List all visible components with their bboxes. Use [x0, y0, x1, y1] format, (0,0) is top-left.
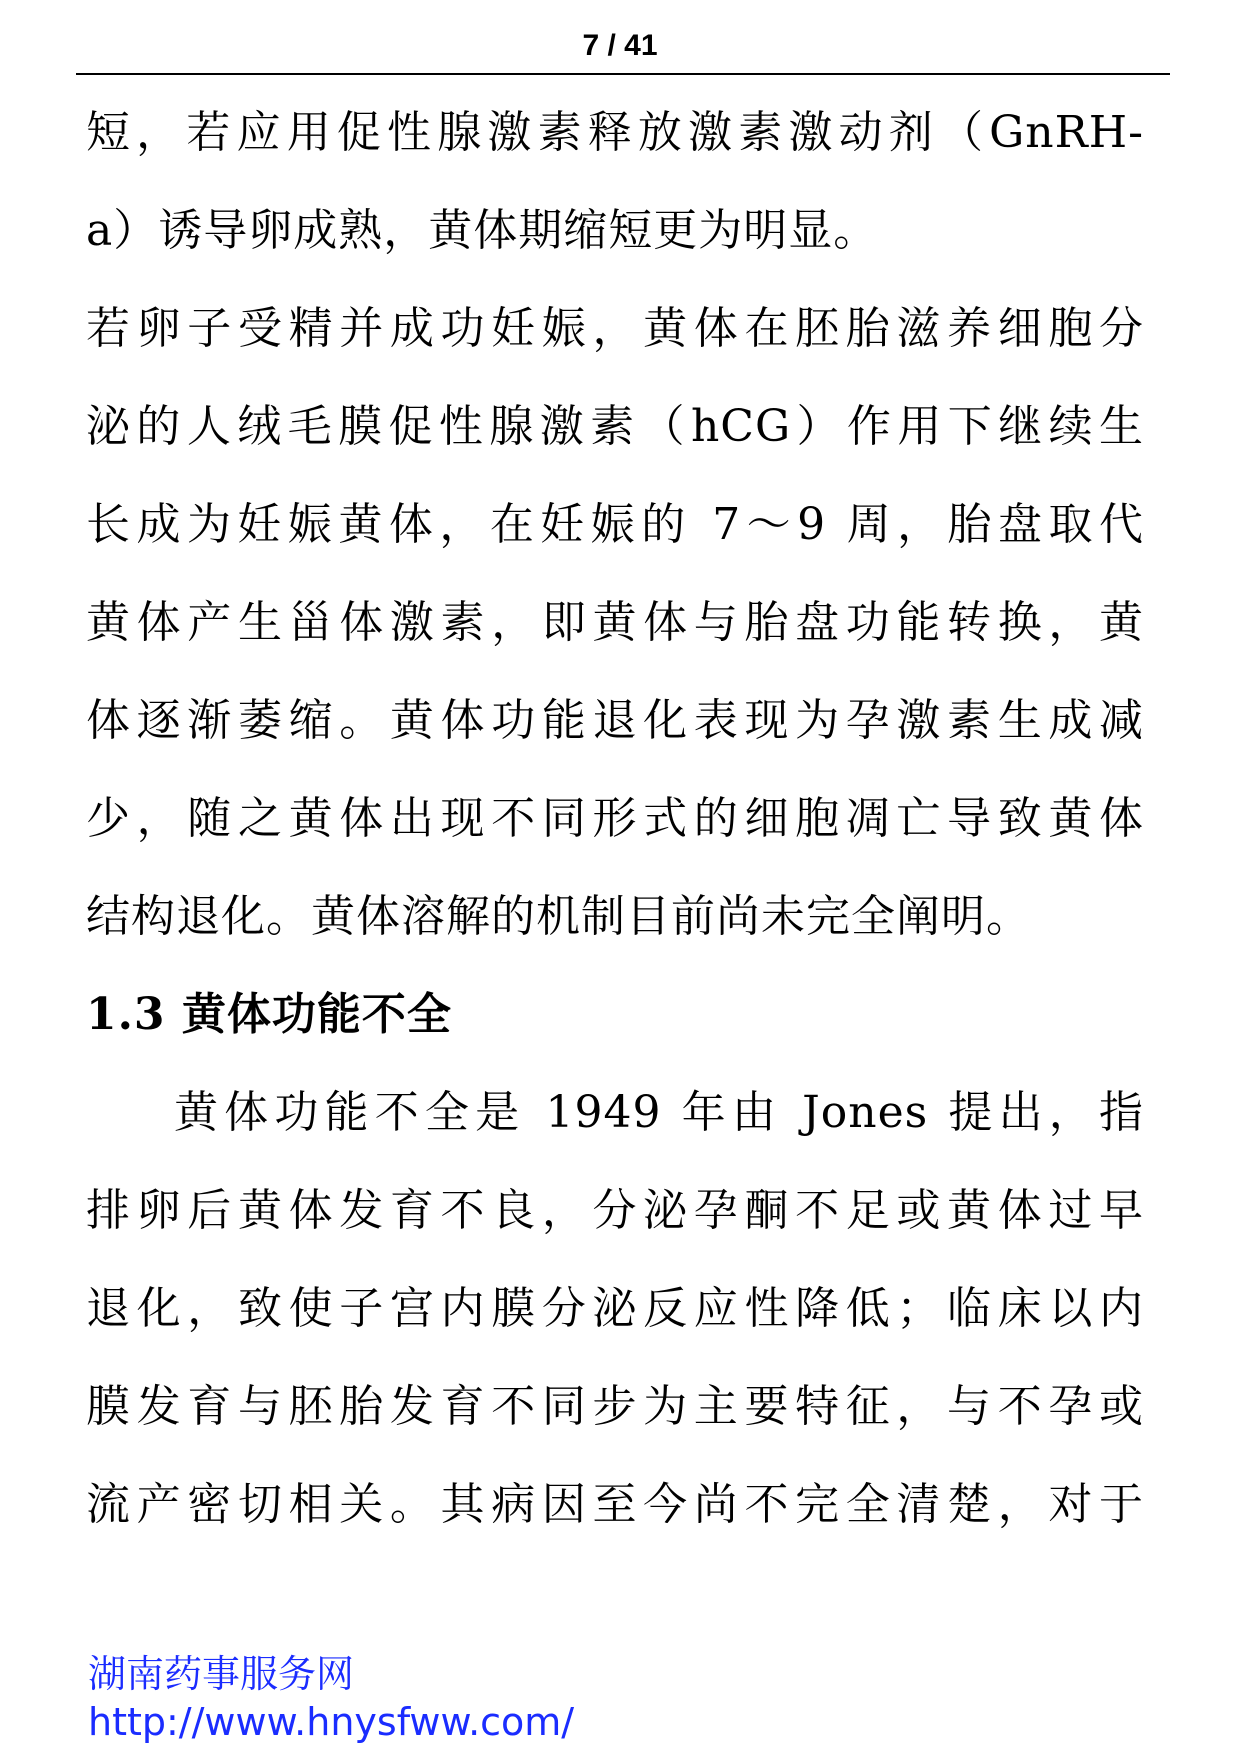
- footer-site-url[interactable]: http://www.hnysfww.com/: [88, 1700, 575, 1744]
- text-line-4: 泌的人绒毛膜促性腺激素（hCG）作用下继续生: [86, 401, 1144, 452]
- text-line-15: 流产密切相关。其病因至今尚不完全清楚，对于: [86, 1479, 1144, 1530]
- text-line-3: 若卵子受精并成功妊娠，黄体在胚胎滋养细胞分: [86, 303, 1144, 354]
- footer-site-name: 湖南药事服务网: [88, 1652, 355, 1696]
- text-line-6: 黄体产生甾体激素，即黄体与胎盘功能转换，黄: [86, 597, 1144, 648]
- text-line-13: 退化，致使子宫内膜分泌反应性降低；临床以内: [86, 1283, 1144, 1334]
- text-line-7: 体逐渐萎缩。黄体功能退化表现为孕激素生成减: [86, 695, 1144, 746]
- document-body: [86, 84, 1144, 1554]
- text-line-11: 黄体功能不全是 1949 年由 Jones 提出，指: [174, 1087, 1144, 1138]
- text-line-9: 结构退化。黄体溶解的机制目前尚未完全阐明。: [86, 891, 1031, 942]
- text-line-5: 长成为妊娠黄体，在妊娠的 7～9 周，胎盘取代: [86, 499, 1144, 550]
- page-number: 7 / 41: [582, 29, 658, 62]
- text-line-2: a）诱导卵成熟，黄体期缩短更为明显。: [86, 205, 879, 256]
- header-divider: [76, 73, 1170, 75]
- text-line-1: 短，若应用促性腺激素释放激素激动剂（GnRH-: [86, 107, 1144, 158]
- text-line-14: 膜发育与胚胎发育不同步为主要特征，与不孕或: [86, 1381, 1144, 1432]
- footer: [88, 1650, 574, 1746]
- section-heading: 1.3 黄体功能不全: [86, 989, 452, 1040]
- text-line-12: 排卵后黄体发育不良，分泌孕酮不足或黄体过早: [86, 1185, 1144, 1236]
- text-line-8: 少，随之黄体出现不同形式的细胞凋亡导致黄体: [86, 793, 1144, 844]
